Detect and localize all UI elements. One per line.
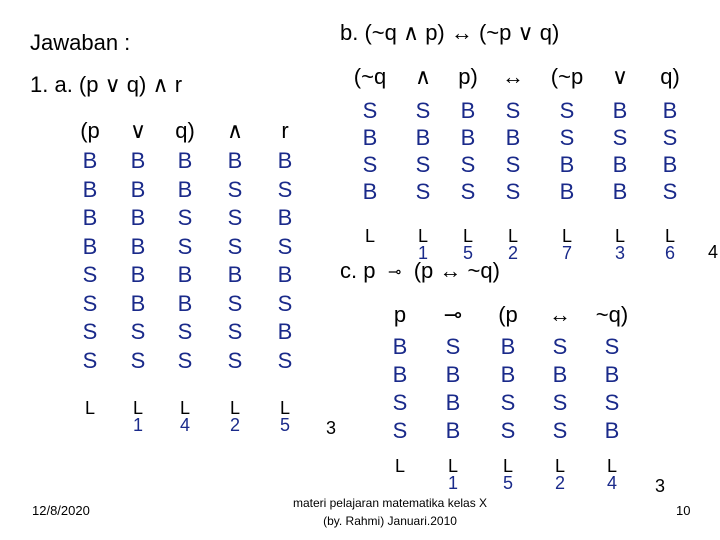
table_b-cell: S: [460, 179, 476, 204]
table_a-header-4: r: [281, 118, 289, 143]
footer-date: 12/8/2020: [32, 503, 90, 518]
table_b-cell: S: [559, 98, 575, 123]
table_c-cell: S: [604, 334, 620, 359]
table_a-step-number: 2: [229, 415, 240, 435]
footer-source-line1: materi pelajaran matematika kelas X: [292, 496, 488, 510]
table_b-cell: B: [362, 125, 378, 150]
table_a-cell: S: [82, 319, 98, 344]
table_b-step-label: [348, 228, 392, 245]
table_b-step-number: 2: [507, 243, 518, 263]
part-b-title: b. (~q ∧ p) ↔ (~p ∨ q): [340, 20, 560, 45]
table_b-step-label: [545, 228, 589, 262]
table_c-side-number: 3: [655, 476, 666, 496]
table_c-step-mark: L: [554, 456, 565, 476]
table_b-cell: S: [505, 98, 521, 123]
table_a-step-mark: L: [132, 398, 143, 418]
table_a-cell: B: [82, 233, 98, 259]
table_b-step-mark: L: [664, 226, 675, 246]
table_b-step-number: 1: [417, 243, 428, 263]
table_a-cell: B: [177, 176, 193, 202]
table_c-cell: S: [552, 418, 568, 443]
table_b-step-label: [446, 228, 490, 262]
table_a-cell: B: [227, 262, 243, 287]
implication-symbol-icon: ⊸: [387, 264, 402, 282]
table_a-cell: S: [177, 347, 193, 373]
table_a-step-label: [68, 400, 112, 417]
table_a-step-number: 1: [132, 415, 143, 435]
table_c-cell: B: [500, 362, 516, 387]
table_c-step-label: [538, 458, 582, 492]
table_a-step-mark: L: [179, 398, 190, 418]
table_b-step-label: [491, 228, 535, 262]
table_a-cell: S: [227, 233, 243, 259]
table_a-cell: S: [82, 262, 98, 287]
table_a-cell: S: [82, 347, 98, 373]
table_b-cell: B: [460, 98, 476, 123]
footer-source-line2: (by. Rahmi) Januari.2010: [323, 514, 457, 528]
table_a-cell: B: [130, 205, 146, 230]
table_b-cell: B: [362, 179, 378, 204]
table_c-cell: B: [392, 362, 408, 387]
table_a-cell: S: [130, 347, 146, 373]
table_c-step-number: 1: [447, 473, 458, 493]
table_a-side-number: 3: [326, 418, 337, 438]
table_a-cell: S: [227, 290, 243, 316]
table_a-cell: B: [177, 290, 193, 316]
table_a-cell: B: [277, 148, 293, 173]
table_a-cell: S: [177, 319, 193, 344]
table_a-step-mark: L: [84, 398, 95, 418]
table_b-step-mark: L: [364, 226, 375, 246]
table_c-cell: B: [500, 334, 516, 359]
table_a-step-label: [213, 400, 257, 434]
table_b-cell: S: [662, 125, 678, 150]
table_b-cell: B: [612, 179, 628, 204]
table_a-cell: B: [130, 290, 146, 316]
table_a-cell: B: [82, 176, 98, 202]
table_a-cell: S: [227, 176, 243, 202]
table_a-cell: S: [277, 233, 293, 259]
table_c-cell: B: [392, 334, 408, 359]
table_b-step-mark: L: [417, 226, 428, 246]
table_a-cell: S: [227, 319, 243, 344]
table_a-step-label: [163, 400, 207, 434]
table_a-cell: B: [82, 205, 98, 230]
table_b-trailing-number: 4: [708, 242, 719, 262]
table_c-step-mark: L: [394, 456, 405, 476]
table_a-cell: S: [177, 233, 193, 259]
table_b-header-5: ∨: [611, 64, 629, 89]
table_b-step-number: 7: [561, 243, 572, 263]
table_c-step-number: 4: [606, 473, 617, 493]
table_c-cell: B: [604, 418, 620, 443]
table_b-cell: S: [460, 152, 476, 177]
table_c-cell: S: [552, 390, 568, 415]
table_b-cell: S: [662, 179, 678, 204]
table_c-step-label: [590, 458, 634, 492]
table_a-cell: B: [130, 233, 146, 259]
table_b-cell: B: [415, 125, 431, 150]
table_b-step-mark: L: [614, 226, 625, 246]
table_a-step-number: 5: [279, 415, 290, 435]
table_a-header-2: q): [175, 118, 195, 143]
table_b-header-3: ↔: [502, 64, 524, 89]
table_c-header-0: p: [393, 302, 407, 327]
table_c-step-label: [486, 458, 530, 492]
table_b-step-mark: L: [462, 226, 473, 246]
table_b-cell: B: [559, 152, 575, 177]
table_b-step-number: 5: [462, 243, 473, 263]
part-c-prefix: c. p: [340, 258, 376, 283]
table_a-cell: B: [227, 148, 243, 173]
table_a-step-mark: L: [229, 398, 240, 418]
jawaban-title: Jawaban :: [30, 30, 131, 55]
table_b-header-1: ∧: [414, 64, 432, 89]
table_a-header-1: ∨: [129, 118, 147, 143]
table_b-cell: S: [505, 179, 521, 204]
table_b-cell: S: [559, 125, 575, 150]
table_c-step-number: 2: [554, 473, 565, 493]
table_b-header-4: (~p: [550, 64, 584, 89]
table_c-cell: S: [604, 390, 620, 415]
table_c-cell: B: [445, 362, 461, 387]
table_b-step-mark: L: [561, 226, 572, 246]
table_a-cell: B: [130, 262, 146, 287]
table_b-header-0: (~q: [353, 64, 387, 89]
table_b-header-2: p): [458, 64, 478, 89]
table_a-cell: B: [177, 148, 193, 173]
table_a-cell: B: [177, 262, 193, 287]
table_b-cell: S: [505, 152, 521, 177]
table_c-step-number: 5: [502, 473, 513, 493]
table_b-step-label: [598, 228, 642, 262]
table_a-header-0: (p: [80, 118, 100, 143]
part-1a-title: 1. a. (p ∨ q) ∧ r: [30, 72, 183, 97]
table_b-cell: B: [612, 98, 628, 123]
table_a-cell: B: [277, 319, 293, 344]
table_a-cell: B: [130, 148, 146, 173]
table_b-header-6: q): [660, 64, 680, 89]
table_a-step-mark: L: [279, 398, 290, 418]
table_b-cell: S: [415, 179, 431, 204]
table_a-cell: S: [130, 319, 146, 344]
table_b-cell: B: [662, 98, 678, 123]
table_c-cell: S: [500, 418, 516, 443]
table_c-cell: S: [552, 334, 568, 359]
table_c-step-mark: L: [502, 456, 513, 476]
table_c-header-4: ~q): [595, 302, 629, 327]
table_c-cell: S: [392, 390, 408, 415]
table_b-cell: B: [460, 125, 476, 150]
table_a-cell: S: [177, 205, 193, 230]
table_c-cell: B: [445, 390, 461, 415]
table_a-cell: B: [277, 262, 293, 287]
table_a-cell: S: [227, 347, 243, 373]
table_b-cell: B: [662, 152, 678, 177]
table_b-step-number: 3: [614, 243, 625, 263]
footer-page-number: 10: [676, 503, 691, 518]
table_c-cell: S: [445, 334, 461, 359]
table_c-cell: S: [500, 390, 516, 415]
table_a-header-3: ∧: [226, 118, 244, 143]
table_c-step-mark: L: [447, 456, 458, 476]
footer-source: [270, 494, 510, 530]
table_a-cell: S: [277, 290, 293, 316]
table_a-cell: B: [277, 205, 293, 230]
table_a-cell: S: [277, 347, 293, 373]
table_c-step-mark: L: [606, 456, 617, 476]
table_a-cell: S: [82, 290, 98, 316]
table_b-cell: B: [612, 152, 628, 177]
table_b-step-label: [648, 228, 692, 262]
table_c-cell: B: [604, 362, 620, 387]
table_a-cell: S: [277, 176, 293, 202]
table_b-cell: S: [362, 98, 378, 123]
table_c-step-label: [378, 458, 422, 475]
table_b-cell: S: [415, 152, 431, 177]
table_c-step-label: [431, 458, 475, 492]
table_c-header-2: (p: [498, 302, 518, 327]
table_b-cell: B: [559, 179, 575, 204]
table_b-step-label: [401, 228, 445, 262]
table_c-cell: S: [392, 418, 408, 443]
table_b-step-mark: L: [507, 226, 518, 246]
table_a-step-number: 4: [179, 415, 190, 435]
table_b-cell: S: [362, 152, 378, 177]
table_b-cell: S: [415, 98, 431, 123]
part-c-suffix: (p ↔ ~q): [413, 258, 500, 283]
table_c-cell: B: [552, 362, 568, 387]
table_b-cell: B: [505, 125, 521, 150]
table_a-cell: S: [227, 205, 243, 230]
table_a-step-label: [263, 400, 307, 434]
table_b-step-number: 6: [664, 243, 675, 263]
table_b-cell: S: [612, 125, 628, 150]
table_a-step-label: [116, 400, 160, 434]
table_c-header-3: ↔: [549, 302, 571, 327]
table_a-cell: B: [82, 148, 98, 173]
table_c-cell: B: [445, 418, 461, 443]
table_c-header-1: ⊸: [443, 302, 463, 327]
table_a-cell: B: [130, 176, 146, 202]
